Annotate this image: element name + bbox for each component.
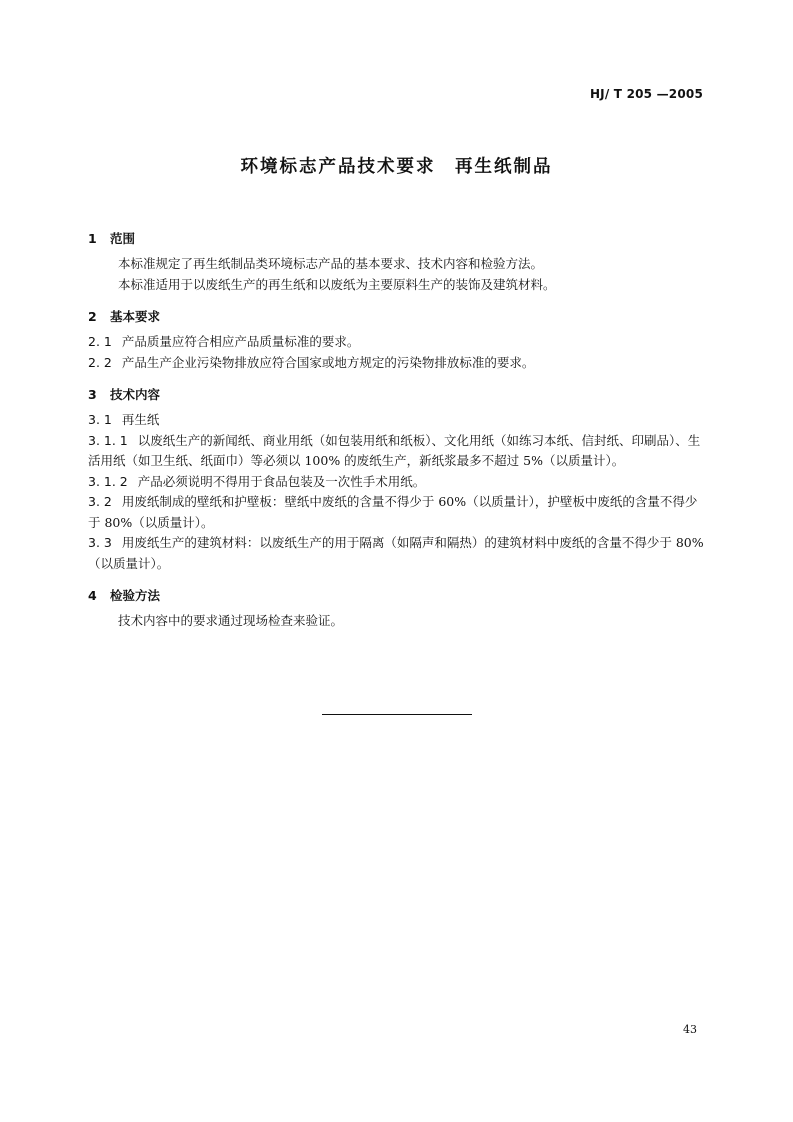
clause-text: 用废纸制成的壁纸和护壁板：壁纸中废纸的含量不得少于 60%（以质量计），护壁板中废纸的含量不得少于 80%（以质量计）。 [88,494,698,530]
paragraph: 本标准规定了再生纸制品类环境标志产品的基本要求、技术内容和检验方法。 [118,256,544,271]
section-title: 基本要求 [110,309,161,324]
section-number: 1 [88,231,97,246]
clause-text: 用废纸生产的建筑材料：以废纸生产的用于隔离（如隔声和隔热）的建筑材料中废纸的含量不得少于 80%（以质量计）。 [88,535,704,571]
document-title: 环境标志产品技术要求 再生纸制品 [240,157,553,177]
section-heading-basic-requirements [88,307,706,327]
section-heading-test-methods [88,586,706,606]
section-heading-scope [88,229,706,249]
section-heading-technical-content [88,385,706,405]
section-title: 检验方法 [110,588,161,603]
clause [88,431,706,472]
clause-text: 产品生产企业污染物排放应符合国家或地方规定的污染物排放标准的要求。 [121,354,535,370]
standard-code: HJ/ T 205 —2005 [589,87,703,101]
section-title: 技术内容 [110,387,161,402]
section-title: 范围 [110,231,136,246]
clause-text: 产品必须说明不得用于食品包装及一次性手术用纸。 [137,473,426,489]
section-number: 4 [88,588,97,603]
section-number: 3 [88,387,97,402]
clause-number: 2. 1 [88,334,112,349]
clause [88,472,706,493]
clause-number: 2. 2 [88,354,112,370]
clause [88,353,706,374]
clause-text: 再生纸 [121,412,160,427]
clause-text: 以废纸生产的新闻纸、商业用纸（如包装用纸和纸板）、文化用纸（如练习本纸、信封纸、印刷品）、生活用纸（如卫生纸、纸面巾）等必须以 100% 的废纸生产，新纸浆最多不超过 5%（以质量计）。 [88,432,701,468]
paragraph: 本标准适用于以废纸生产的再生纸和以废纸为主要原料生产的装饰及建筑材料。 [118,276,556,292]
clause [88,332,706,353]
clause-number: 3. 1. 1 [88,432,128,448]
document-body [88,229,706,632]
clause-text: 产品质量应符合相应产品质量标准的要求。 [121,334,360,349]
page-number: 43 [683,1023,697,1036]
clause [88,492,706,533]
clause-number: 3. 1 [88,412,112,427]
clause-number: 3. 3 [88,535,112,550]
clause-number: 3. 1. 2 [88,473,128,489]
clause [88,533,706,574]
clause-number: 3. 2 [88,494,112,509]
end-of-document-rule [322,714,472,715]
clause [88,410,706,431]
section-number: 2 [88,309,97,324]
paragraph: 技术内容中的要求通过现场检查来验证。 [118,613,344,628]
